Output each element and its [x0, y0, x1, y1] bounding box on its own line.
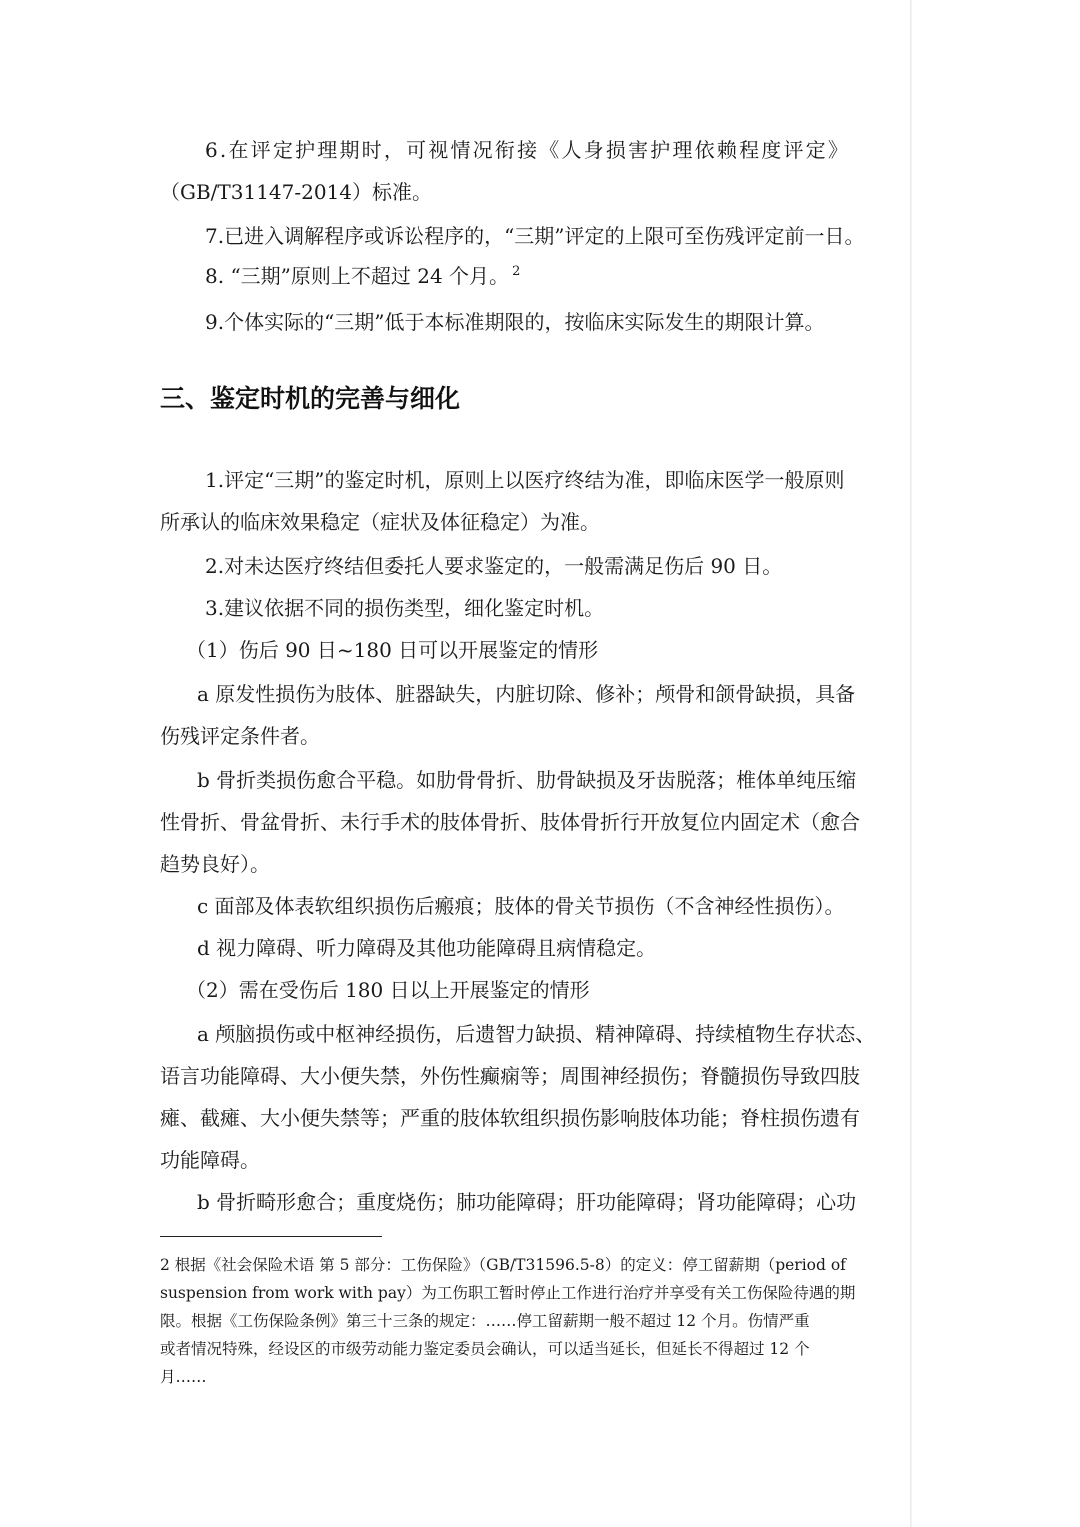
footnote-line-5: 月……	[160, 1368, 207, 1386]
item-6-line-2: （GB/T31147-2014）标准。	[160, 180, 433, 204]
item-8-text: 8. “三期”原则上不超过 24 个月。	[205, 264, 510, 288]
section-heading: 三、鉴定时机的完善与细化	[160, 384, 461, 413]
item-7: 7.已进入调解程序或诉讼程序的，“三期”评定的上限可至伤残评定前一日。	[205, 224, 865, 248]
sub2-a-line-2: 语言功能障碍、大小便失禁，外伤性癫痫等；周围神经损伤；脊髓损伤导致四肢	[160, 1064, 860, 1088]
sub1-a-line-1: a 原发性损伤为肢体、脏器缺失，内脏切除、修补；颅骨和颌骨缺损，具备	[197, 682, 856, 706]
footnote-line-2: suspension from work with pay）为工伤职工暂时停止工作进行治疗并享受有关工伤保险待遇的期	[160, 1284, 856, 1302]
sub2-a-line-1: a 颅脑损伤或中枢神经损伤，后遗智力缺损、精神障碍、持续植物生存状态、	[197, 1022, 876, 1046]
sub2-a-line-4: 功能障碍。	[160, 1148, 260, 1172]
timing-2: 2.对未达医疗终结但委托人要求鉴定的，一般需满足伤后 90 日。	[205, 554, 783, 578]
timing-3: 3.建议依据不同的损伤类型，细化鉴定时机。	[205, 596, 605, 620]
footnote-separator	[160, 1236, 382, 1237]
sub1-b-line-1: b 骨折类损伤愈合平稳。如肋骨骨折、肋骨缺损及牙齿脱落；椎体单纯压缩	[197, 768, 857, 792]
item-6-line-1: 6.在评定护理期时，可视情况衔接《人身损害护理依赖程度评定》	[205, 138, 851, 162]
sub1-b-line-2: 性骨折、骨盆骨折、未行手术的肢体骨折、肢体骨折行开放复位内固定术（愈合	[160, 810, 860, 834]
page-edge-shadow	[910, 0, 912, 1527]
footnote-line-1: 2 根据《社会保险术语 第 5 部分：工伤保险》（GB/T31596.5-8）的定义：停工留薪期（period of	[160, 1256, 846, 1274]
sub1-a-line-2: 伤残评定条件者。	[160, 724, 320, 748]
item-8	[205, 262, 520, 290]
timing-1-line-2: 所承认的临床效果稳定（症状及体征稳定）为准。	[160, 510, 600, 534]
subsection-2: （2）需在受伤后 180 日以上开展鉴定的情形	[186, 978, 590, 1002]
item-9: 9.个体实际的“三期”低于本标准期限的，按临床实际发生的期限计算。	[205, 310, 825, 334]
sub2-b-line-1: b 骨折畸形愈合；重度烧伤；肺功能障碍；肝功能障碍；肾功能障碍；心功	[197, 1190, 857, 1214]
sub1-b-line-3: 趋势良好）。	[160, 852, 270, 876]
sub1-c: c 面部及体表软组织损伤后瘢痕；肢体的骨关节损伤（不含神经性损伤）。	[197, 894, 845, 918]
sub2-a-line-3: 瘫、截瘫、大小便失禁等；严重的肢体软组织损伤影响肢体功能；脊柱损伤遗有	[160, 1106, 860, 1130]
footnote-line-4: 或者情况特殊，经设区的市级劳动能力鉴定委员会确认，可以适当延长，但延长不得超过 12 个	[160, 1340, 810, 1358]
footnote-line-3: 限。根据《工伤保险条例》第三十三条的规定：……停工留薪期一般不超过 12 个月。伤情严重	[160, 1312, 810, 1330]
footnote-ref-2: 2	[512, 264, 521, 280]
subsection-1: （1）伤后 90 日~180 日可以开展鉴定的情形	[186, 638, 599, 662]
timing-1-line-1: 1.评定“三期”的鉴定时机，原则上以医疗终结为准，即临床医学一般原则	[205, 468, 845, 492]
sub1-d: d 视力障碍、听力障碍及其他功能障碍且病情稳定。	[197, 936, 657, 960]
